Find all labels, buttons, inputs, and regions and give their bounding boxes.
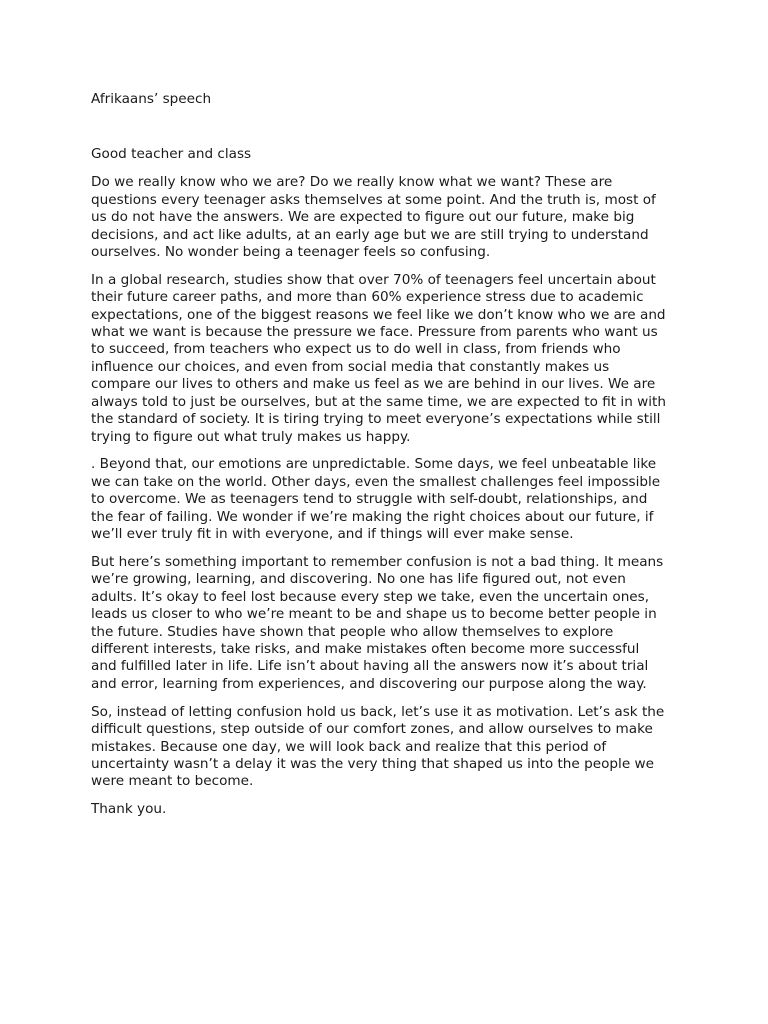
speech-closing: Thank you. [91, 801, 167, 818]
paragraph-4: But here’s something important to remember confusion is not a bad thing. It means we’re growing, learning, and discovering. No one has life figured out, not even adults. It’s okay to feel lost because every step we take, even the uncertain ones, leads us closer to who we’re meant to be and shape us to become better people in the future. Studies have shown that people who allow themselves to explore different interests, take risks, and make mistakes often become more successful and fulfilled later in life. Life isn’t about having all the answers now it’s about trial and error, learning from experiences, and discovering our purpose along the way. [91, 553, 664, 692]
document-title: Afrikaans’ speech [91, 91, 212, 107]
paragraph-1: Do we really know who we are? Do we really know what we want? These are questions every teenager asks themselves at some point. And the truth is, most of us do not have the answers. We are expected to figure out our future, make big decisions, and act like adults, at an early age but we are still trying to understand ourselves. No wonder being a teenager feels so confusing. [91, 174, 656, 260]
paragraph-5: So, instead of letting confusion hold us back, let’s use it as motivation. Let’s ask the difficult questions, step outside of our comfort zones, and allow ourselves to make mistakes. Because one day, we will look back and realize that this period of uncertainty wasn’t a delay it was the very thing that shaped us into the people we were meant to become. [91, 703, 665, 790]
speech-greeting: Good teacher and class [91, 146, 252, 163]
paragraph-2: In a global research, studies show that over 70% of teenagers feel uncertain about their future career paths, and more than 60% experience stress due to academic expectations, one of the biggest reasons we feel like we don’t know who we are and what we want is because the pressure we face. Pressure from parents who want us to succeed, from teachers who expect us to do well in class, from friends who influence our choices, and even from social media that constantly makes us compare our lives to others and make us feel as we are behind in our lives. We are always told to just be ourselves, but at the same time, we are expected to fit in with the standard of society. It is tiring trying to meet everyone’s expectations while still trying to figure out what truly makes us happy. [91, 271, 666, 445]
document-page [91, 91, 683, 819]
paragraph-3: . Beyond that, our emotions are unpredictable. Some days, we feel unbeatable like we can take on the world. Other days, even the smallest challenges feel impossible to overcome. We as teenagers tend to struggle with self-doubt, relationships, and the fear of failing. We wonder if we’re making the right choices about our future, if we’ll ever truly fit in with everyone, and if things will ever make sense. [91, 456, 661, 543]
